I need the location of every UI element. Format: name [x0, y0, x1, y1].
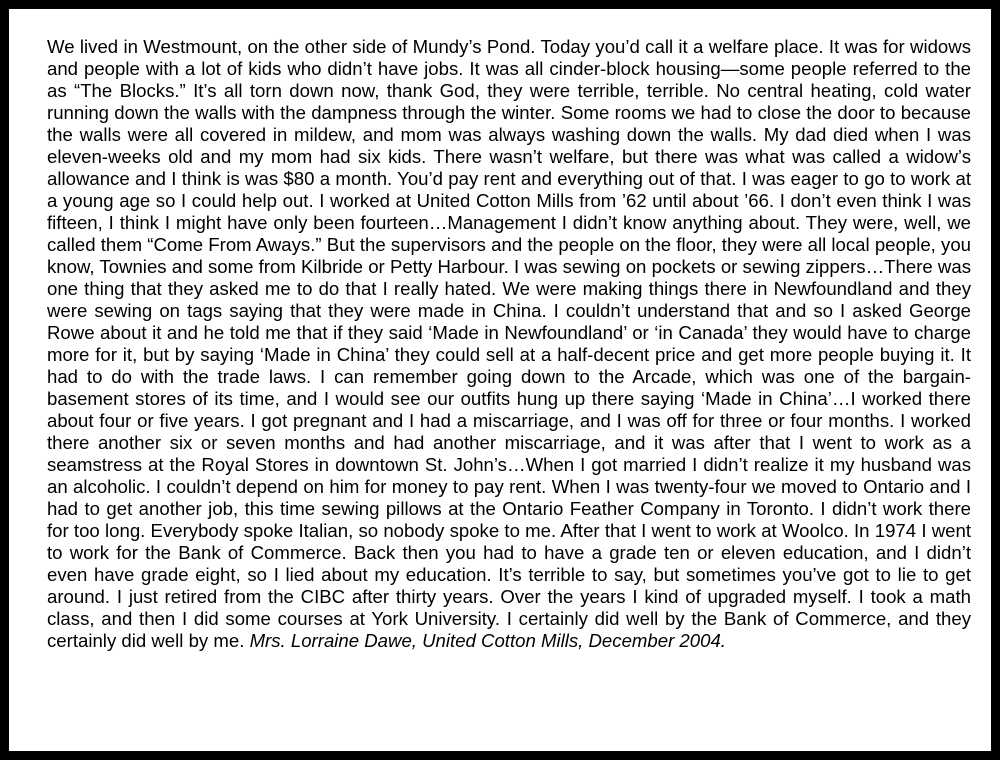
passage-body: We lived in Westmount, on the other side of Mundy’s Pond. Today you’d call it a welfare place. It was for widows and people with a lot of kids who didn’t have jobs. It was all cinder-block housing—some people referred to the as “The Blocks.” It’s all torn down now, thank God, they were terrible, terrible. No central heating, cold water running down the walls with the dampness through the winter. Some rooms we had to close the door to because the walls were all covered in mildew, and mom was always washing down the walls. My dad died when I was eleven-weeks old and my mom had six kids. There wasn’t welfare, but there was what was called a widow’s allowance and I think is was $80 a month. You’d pay rent and everything out of that. I was eager to go to work at a young age so I could help out. I worked at United Cotton Mills from ’62 until about ’66. I don’t even think I was fifteen, I think I might have only been fourteen…Management I didn’t know anything about. They were, well, we called them “Come From Aways.” But the supervisors and the people on the floor, they were all local people, you know, Townies and some from Kilbride or Petty Harbour. I was sewing on pockets or sewing zippers…There was one thing that they asked me to do that I really hated. We were making things there in Newfoundland and they were sewing on tags saying that they were made in China. I couldn’t understand that and so I asked George Rowe about it and he told me that if they said ‘Made in Newfoundland’ or ‘in Canada’ they would have to charge more for it, but by saying ‘Made in China’ they could sell at a half-decent price and get more people buying it. It had to do with the trade laws. I can remember going down to the Arcade, which was one of the bargain-basement stores of its time, and I would see our outfits hung up there saying ‘Made in China’…I worked there about four or five years. I got pregnant and I had a miscarriage, and I was off for three or four months. I worked there another six or seven months and had another miscarriage, and it was after that I went to work as a seamstress at the Royal Stores in downtown St. John’s…When I got married I didn’t realize it my husband was an alcoholic. I couldn’t depend on him for money to pay rent. When I was twenty-four we moved to Ontario and I had to get another job, this time sewing pillows at the Ontario Feather Company in Toronto. I didn’t work there for too long. Everybody spoke Italian, so nobody spoke to me. After that I went to work at Woolco. In 1974 I went to work for the Bank of Commerce. Back then you had to have a grade ten or eleven education, and I didn’t even have grade eight, so I lied about my education. It’s terrible to say, but sometimes you’ve got to lie to get around. I just retired from the CIBC after thirty years. Over the years I kind of upgraded myself. I took a math class, and then I did some courses at York University. I certainly did well by the Bank of Commerce, and they certainly did well by me.	[47, 36, 971, 651]
passage-attribution: Mrs. Lorraine Dawe, United Cotton Mills, December 2004.	[249, 630, 726, 651]
oral-history-passage	[47, 36, 971, 652]
